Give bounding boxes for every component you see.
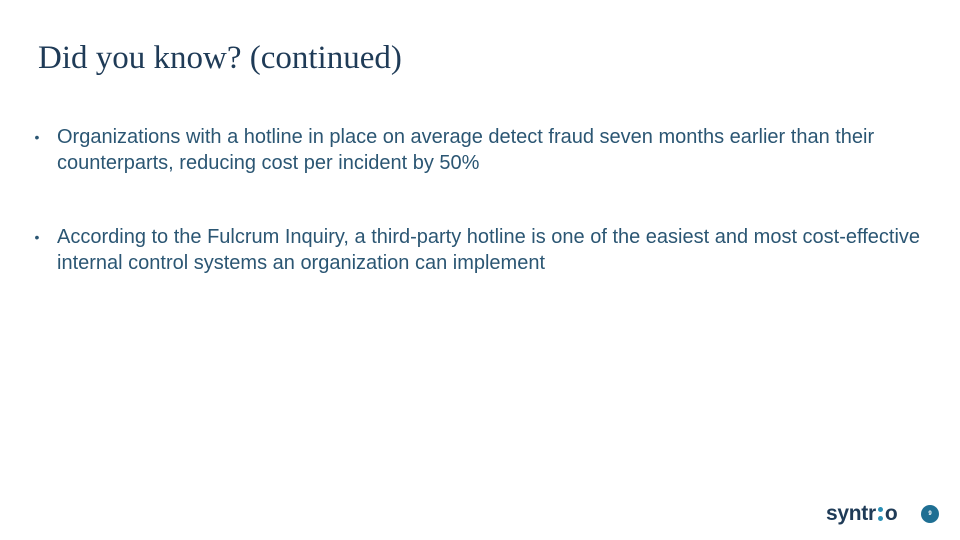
bullet-marker: • — [34, 129, 40, 145]
bullet-text: According to the Fulcrum Inquiry, a third-party hotline is one of the easiest and most cost-effective internal control systems an organization can implement — [57, 226, 921, 274]
bullet-text: Organizations with a hotline in place on average detect fraud seven months earlier than their counterparts, reducing cost per incident by 50% — [57, 126, 875, 174]
slide-title: Did you know? (continued) — [38, 40, 402, 76]
syntrio-logo — [826, 500, 897, 528]
logo-text-part2: o — [884, 502, 898, 525]
logo-dots-icon — [877, 504, 884, 524]
bullet-list — [30, 124, 942, 324]
logo-text-part1: syntr — [826, 502, 876, 525]
bullet-item — [30, 224, 942, 276]
page-number-badge: 9 — [921, 505, 939, 523]
bullet-marker: • — [34, 229, 40, 245]
bullet-item — [30, 124, 942, 176]
